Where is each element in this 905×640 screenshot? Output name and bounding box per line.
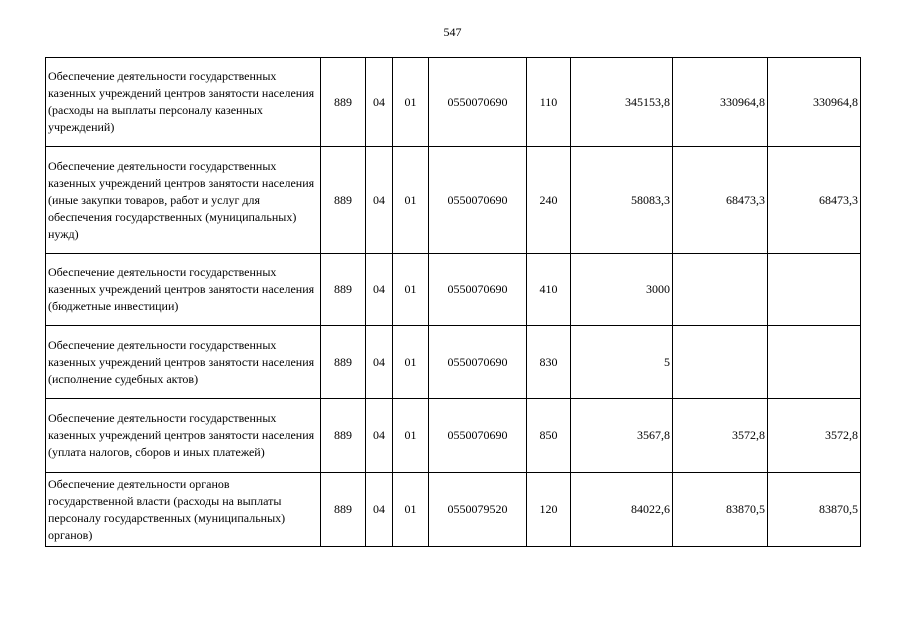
section-code: 04 <box>366 473 393 547</box>
org-code: 889 <box>321 254 366 326</box>
expense-type-code: 240 <box>527 147 571 254</box>
amount-year-3: 83870,5 <box>768 473 861 547</box>
target-article-code: 0550070690 <box>429 399 527 473</box>
org-code: 889 <box>321 326 366 399</box>
amount-year-3: 330964,8 <box>768 58 861 147</box>
amount-year-2 <box>673 326 768 399</box>
table-row <box>46 58 861 147</box>
target-article-code: 0550070690 <box>429 326 527 399</box>
row-description: Обеспечение деятельности государственных казенных учреждений центров занятости населения (иные закупки товаров, работ и услуг для обеспечения государственных (муниципальных) нужд) <box>46 147 321 254</box>
org-code: 889 <box>321 58 366 147</box>
expense-type-code: 120 <box>527 473 571 547</box>
amount-year-1: 3000 <box>571 254 673 326</box>
amount-year-3: 3572,8 <box>768 399 861 473</box>
row-description: Обеспечение деятельности государственных казенных учреждений центров занятости населения (уплата налогов, сборов и иных платежей) <box>46 399 321 473</box>
amount-year-2: 68473,3 <box>673 147 768 254</box>
amount-year-1: 5 <box>571 326 673 399</box>
amount-year-1: 58083,3 <box>571 147 673 254</box>
section-code: 04 <box>366 58 393 147</box>
table-row <box>46 473 861 547</box>
amount-year-3 <box>768 254 861 326</box>
org-code: 889 <box>321 147 366 254</box>
amount-year-2: 83870,5 <box>673 473 768 547</box>
subsection-code: 01 <box>393 147 429 254</box>
section-code: 04 <box>366 147 393 254</box>
section-code: 04 <box>366 254 393 326</box>
section-code: 04 <box>366 326 393 399</box>
row-description: Обеспечение деятельности государственных казенных учреждений центров занятости населения (расходы на выплаты персоналу казенных учреждений) <box>46 58 321 147</box>
amount-year-1: 84022,6 <box>571 473 673 547</box>
amount-year-2: 330964,8 <box>673 58 768 147</box>
org-code: 889 <box>321 399 366 473</box>
table-row <box>46 399 861 473</box>
subsection-code: 01 <box>393 326 429 399</box>
table-row <box>46 147 861 254</box>
expense-type-code: 410 <box>527 254 571 326</box>
page-number: 547 <box>443 25 462 39</box>
org-code: 889 <box>321 473 366 547</box>
target-article-code: 0550070690 <box>429 58 527 147</box>
target-article-code: 0550070690 <box>429 254 527 326</box>
subsection-code: 01 <box>393 58 429 147</box>
amount-year-1: 3567,8 <box>571 399 673 473</box>
subsection-code: 01 <box>393 473 429 547</box>
subsection-code: 01 <box>393 254 429 326</box>
subsection-code: 01 <box>393 399 429 473</box>
target-article-code: 0550070690 <box>429 147 527 254</box>
row-description: Обеспечение деятельности государственных казенных учреждений центров занятости населения (бюджетные инвестиции) <box>46 254 321 326</box>
expense-type-code: 830 <box>527 326 571 399</box>
row-description: Обеспечение деятельности государственных казенных учреждений центров занятости населения (исполнение судебных актов) <box>46 326 321 399</box>
amount-year-3 <box>768 326 861 399</box>
table-row <box>46 326 861 399</box>
amount-year-2 <box>673 254 768 326</box>
target-article-code: 0550079520 <box>429 473 527 547</box>
table-row <box>46 254 861 326</box>
amount-year-3: 68473,3 <box>768 147 861 254</box>
budget-table <box>45 57 861 547</box>
row-description: Обеспечение деятельности органов государственной власти (расходы на выплаты персоналу государственных (муниципальных) органов) <box>46 473 321 547</box>
amount-year-1: 345153,8 <box>571 58 673 147</box>
expense-type-code: 850 <box>527 399 571 473</box>
section-code: 04 <box>366 399 393 473</box>
expense-type-code: 110 <box>527 58 571 147</box>
amount-year-2: 3572,8 <box>673 399 768 473</box>
